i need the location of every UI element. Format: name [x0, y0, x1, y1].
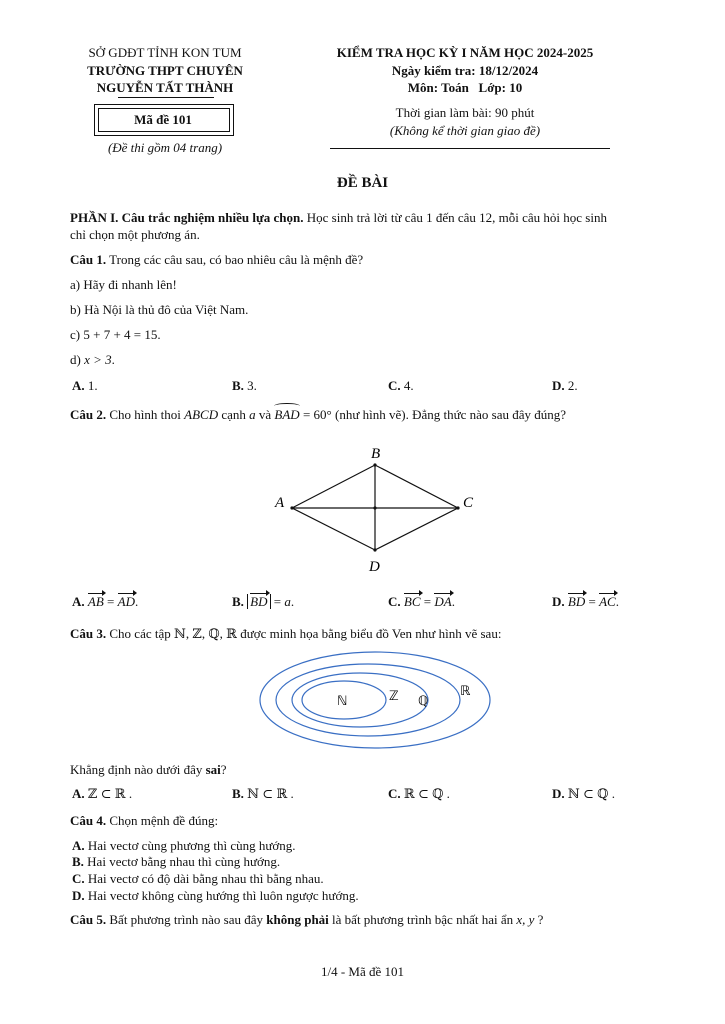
vertex-b-dot — [373, 463, 376, 466]
q5-text-after: là bất phương trình bậc nhất hai ẩn — [328, 912, 517, 927]
q1-item-a: a) Hãy đi nhanh lên! — [70, 277, 177, 292]
vertex-a-dot — [290, 506, 293, 509]
school-underline — [118, 97, 214, 98]
q2-option-c-rhs: DA — [434, 594, 452, 609]
q1-label: Câu 1. — [70, 252, 107, 267]
part1-instruction — [70, 209, 607, 226]
q3-text: Cho các tập ℕ, ℤ, ℚ, ℝ được minh họa bằng biểu đồ Ven như hình vẽ sau: — [106, 626, 502, 641]
center-dot — [373, 506, 376, 509]
q2-option-b-lhs: BD — [250, 594, 268, 609]
q3-question — [70, 761, 227, 778]
q2-text-and: và — [255, 407, 275, 422]
department-name: SỞ GDĐT TỈNH KON TUM — [88, 45, 242, 60]
q1-option-b[interactable] — [232, 377, 257, 394]
q3-option-d[interactable] — [552, 785, 615, 802]
q2-angle: BAD — [274, 407, 300, 422]
vertex-c-dot — [456, 506, 459, 509]
q1-option-c[interactable] — [388, 377, 414, 394]
q2-text-before: Cho hình thoi — [106, 407, 185, 422]
q4-option-c[interactable] — [72, 870, 324, 887]
vertex-label-d: D — [369, 559, 380, 575]
question-1 — [70, 251, 363, 268]
q1-option-a-label: A. — [72, 378, 85, 393]
set-z-label: ℤ — [389, 689, 399, 704]
q4-option-b-text: Hai vectơ bằng nhau thì cùng hướng. — [83, 854, 281, 869]
q2-option-b[interactable]: B. BD = a. — [232, 594, 295, 609]
q2-option-c-label: C. — [388, 594, 401, 609]
q1-option-a[interactable] — [72, 377, 98, 394]
question-2 — [70, 406, 566, 423]
set-z-ellipse — [292, 673, 428, 727]
q3-option-b-text: ℕ ⊂ ℝ . — [243, 786, 294, 801]
set-n-label: ℕ — [337, 694, 348, 709]
q2-option-d-lhs: BD — [567, 594, 586, 609]
q2-shape: ABCD — [184, 407, 219, 422]
q2-side: a — [249, 407, 256, 422]
part1-instruction-line2: chỉ chọn một phương án. — [70, 227, 200, 242]
q1-item-d-prefix: d) — [70, 352, 81, 367]
q2-text-after: (như hình vẽ). Đẳng thức nào sau đây đúng? — [331, 407, 567, 422]
q5-text-before: Bất phương trình nào sau đây — [106, 912, 267, 927]
q3-question-suffix: ? — [220, 762, 227, 777]
q1-option-d[interactable] — [552, 377, 578, 394]
q3-option-a-label: A. — [72, 786, 85, 801]
q1-option-c-text: 4. — [400, 378, 414, 393]
q3-option-c[interactable] — [388, 785, 450, 802]
q4-option-b-label: B. — [72, 854, 84, 869]
q1-option-d-label: D. — [552, 378, 565, 393]
q3-option-a-text: ℤ ⊂ ℝ . — [84, 786, 133, 801]
q4-label: Câu 4. — [70, 813, 107, 828]
set-r-ellipse — [260, 652, 490, 748]
q2-option-b-rhs: a — [284, 594, 291, 609]
q3-option-d-text: ℕ ⊂ ℚ . — [564, 786, 615, 801]
q1-item-d-math: x > 3 — [84, 352, 112, 367]
venn-diagram — [0, 648, 725, 758]
q3-option-d-label: D. — [552, 786, 565, 801]
q4-option-a[interactable] — [72, 837, 296, 854]
q3-question-prefix: Khẳng định nào dưới đây — [70, 762, 206, 777]
q1-option-b-text: 3. — [243, 378, 257, 393]
subject-grade: Môn: Toán Lớp: 10 — [407, 80, 523, 95]
q5-text-bold: không phải — [266, 912, 329, 927]
q3-question-bold: sai — [205, 762, 221, 777]
vertex-label-a: A — [275, 495, 285, 511]
q3-label: Câu 3. — [70, 626, 107, 641]
set-r-label: ℝ — [460, 684, 471, 699]
q1-item-b: b) Hà Nội là thủ đô của Việt Nam. — [70, 302, 249, 317]
question-4 — [70, 812, 218, 829]
q3-option-c-text: ℝ ⊂ ℚ . — [400, 786, 450, 801]
q1-item-c-math: 5 + 7 + 4 = 15 — [83, 327, 158, 342]
school-line-2: NGUYỄN TẤT THÀNH — [96, 80, 234, 95]
header-right-rule — [330, 148, 610, 149]
q4-option-d[interactable] — [72, 887, 359, 904]
q4-text: Chọn mệnh đề đúng: — [106, 813, 219, 828]
q2-option-a[interactable]: A. AB = AD. — [72, 594, 139, 609]
q4-option-a-text: Hai vectơ cùng phương thì cùng hướng. — [84, 838, 296, 853]
vertex-d-dot — [373, 548, 376, 551]
q2-label: Câu 2. — [70, 407, 107, 422]
q1-item-c-prefix: c) — [70, 327, 81, 342]
q2-option-a-label: A. — [72, 594, 85, 609]
q3-option-b[interactable] — [232, 785, 294, 802]
q2-option-c[interactable]: C. BC = DA. — [388, 594, 455, 609]
q1-option-a-text: 1. — [84, 378, 98, 393]
q3-option-c-label: C. — [388, 786, 401, 801]
q1-item-c: c) 5 + 7 + 4 = 15. — [70, 327, 161, 342]
duration: Thời gian làm bài: 90 phút — [395, 105, 535, 120]
question-5 — [70, 911, 543, 928]
q2-option-d-label: D. — [552, 594, 565, 609]
q1-text: Trong các câu sau, có bao nhiêu câu là mệnh đề? — [106, 252, 364, 267]
q1-item-d: d) x > 3. — [70, 352, 115, 367]
q4-option-d-label: D. — [72, 888, 85, 903]
q5-label: Câu 5. — [70, 912, 107, 927]
q4-option-a-label: A. — [72, 838, 85, 853]
page-title: ĐỀ BÀI — [336, 175, 389, 191]
q4-option-c-label: C. — [72, 871, 85, 886]
q4-option-b[interactable] — [72, 853, 280, 870]
q2-option-a-lhs: AB — [87, 594, 104, 609]
vertex-label-c: C — [463, 495, 474, 511]
q2-text-mid: cạnh — [218, 407, 250, 422]
q1-option-d-text: 2. — [564, 378, 578, 393]
q2-option-b-label: B. — [232, 594, 244, 609]
vertex-label-b: B — [371, 446, 381, 462]
exam-date: Ngày kiểm tra: 18/12/2024 — [391, 63, 539, 78]
rhombus-figure — [0, 440, 725, 590]
q2-option-a-rhs: AD — [117, 594, 135, 609]
question-3 — [70, 625, 501, 642]
q4-option-d-text: Hai vectơ không cùng hướng thì luôn ngược hướng. — [84, 888, 359, 903]
page-footer: 1/4 - Mã đề 101 — [320, 964, 405, 979]
q4-option-c-text: Hai vectơ có độ dài bằng nhau thì bằng nhau. — [84, 871, 324, 886]
q1-option-c-label: C. — [388, 378, 401, 393]
set-q-label: ℚ — [418, 694, 429, 709]
q2-angle-value: = 60° — [299, 407, 332, 422]
q3-option-b-label: B. — [232, 786, 244, 801]
q3-option-a[interactable] — [72, 785, 132, 802]
set-q-ellipse — [276, 664, 460, 736]
q2-option-d[interactable]: D. BD = AC. — [552, 594, 619, 609]
q5-end: ? — [534, 912, 544, 927]
exam-title: KIỂM TRA HỌC KỲ I NĂM HỌC 2024-2025 — [336, 45, 594, 60]
pages-note: (Đề thi gồm 04 trang) — [107, 140, 223, 155]
part1-label: PHẦN I. Câu trắc nghiệm nhiều lựa chọn. — [70, 210, 304, 225]
q2-option-d-rhs: AC — [599, 594, 616, 609]
duration-note: (Không kể thời gian giao đề) — [389, 123, 541, 138]
school-line-1: TRƯỜNG THPT CHUYÊN — [87, 63, 243, 78]
exam-code: Mã đề 101 — [134, 112, 192, 127]
q5-vars: x, y — [516, 912, 535, 927]
q1-option-b-label: B. — [232, 378, 244, 393]
part1-text-1: Học sinh trả lời từ câu 1 đến câu 12, mỗi câu hỏi học sinh — [303, 210, 607, 225]
q2-option-c-lhs: BC — [403, 594, 421, 609]
